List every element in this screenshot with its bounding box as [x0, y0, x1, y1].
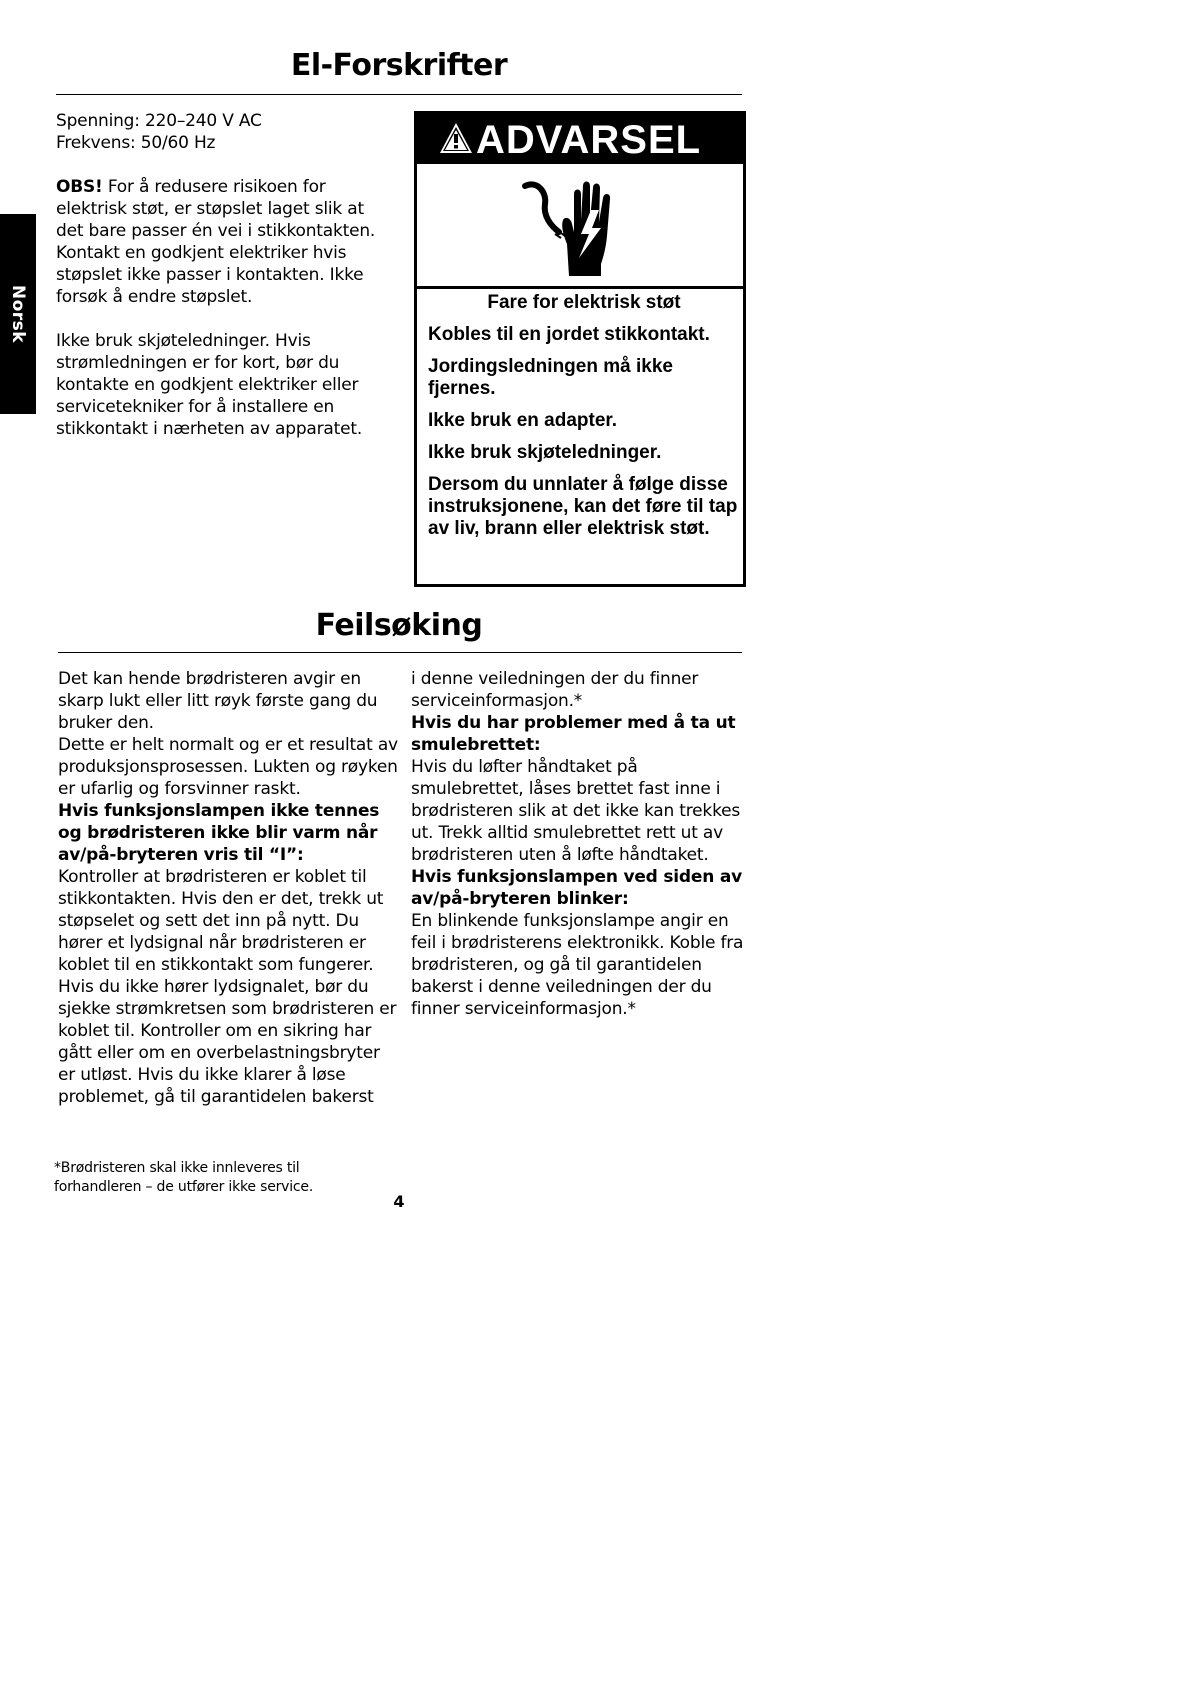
warning-box: [414, 111, 746, 587]
frequency-line: Frekvens: 50/60 Hz: [56, 133, 216, 153]
warning-title: ADVARSEL: [476, 118, 702, 162]
warning-line: Dersom du unnlater å følge disse instruksjonene, kan det føre til tap av liv, brann eller elektrisk støt.: [428, 474, 738, 539]
q1-text-continued: i denne veiledningen der du finner serviceinformasjon.*: [411, 669, 699, 711]
q2-text: Hvis du løfter håndtaket på smulebrettet, låses brettet fast inne i brødristeren slik at det ikke kan trekkes ut. Trekk alltid smulebrettet rett ut av brødristeren uten å løfte håndtaket.: [411, 757, 741, 865]
warning-line: Ikke bruk skjøteledninger.: [428, 442, 662, 463]
obs-paragraph: [56, 176, 396, 308]
extension-paragraph: Ikke bruk skjøteledninger. Hvis strømledningen er for kort, bør du kontakte en godkjent elektriker eller servicetekniker for å installere en stikkontakt i nærheten av apparatet.: [56, 331, 363, 439]
language-tab-label: Norsk: [8, 284, 28, 344]
electrical-section-title: El-Forskrifter: [290, 48, 508, 83]
warning-header: [417, 114, 743, 164]
warning-hazard: Fare for elektrisk støt: [487, 292, 681, 313]
title-rule: [56, 94, 742, 95]
warning-line: Jordingsledningen må ikke fjernes.: [428, 356, 673, 399]
language-tab: [0, 214, 36, 414]
warning-triangle-icon: [438, 121, 474, 155]
q1-heading: Hvis funksjonslampen ikke tennes og brødristeren ikke blir varm når av/på-bryteren vris til “I”:: [58, 801, 380, 865]
warning-line: Ikke bruk en adapter.: [428, 410, 618, 431]
q1-text: Kontroller at brødristeren er koblet til stikkontakten. Hvis den er det, trekk ut støpselet og sett det inn på nytt. Du hører et lydsignal når brødristeren er koblet til en stikkontakt som fungerer. Hvis du ikke hører lydsignalet, bør du sjekke strømkretsen som brødristeren er koblet til. Kontroller om en sikring har gått eller om en overbelastningsbryter er utløst. Hvis du ikke klarer å løse problemet, gå til garantidelen bakerst: [58, 867, 397, 1107]
electric-shock-hand-icon: [517, 174, 627, 279]
troubleshooting-column-left: [58, 668, 398, 1108]
obs-label: OBS!: [56, 177, 103, 197]
electrical-text: [56, 110, 396, 440]
q2-heading: Hvis du har problemer med å ta ut smulebrettet:: [411, 713, 736, 755]
footnote: *Brødristeren skal ikke innleveres til forhandleren – de utfører ikke service.: [54, 1160, 314, 1195]
page-number: 4: [393, 1192, 405, 1211]
warning-body: [428, 292, 740, 550]
warning-pictogram: [417, 164, 743, 289]
obs-text: For å redusere risikoen for elektrisk støt, er støpslet laget slik at det bare passer én vei i stikkontakten. Kontakt en godkjent elektriker hvis støpslet ikke passer i kontakten. Ikke forsøk å endre støpslet.: [56, 177, 376, 307]
warning-line: Kobles til en jordet stikkontakt.: [428, 324, 710, 345]
intro-paragraph-2: Dette er helt normalt og er et resultat av produksjonsprosessen. Lukten og røyken er ufarlig og forsvinner raskt.: [58, 735, 398, 799]
q3-text: En blinkende funksjonslampe angir en feil i brødristerens elektronikk. Koble fra brødristeren, og gå til garantidelen bakerst i denne veiledningen der du finner serviceinformasjon.*: [411, 911, 744, 1019]
voltage-line: Spenning: 220–240 V AC: [56, 111, 262, 131]
troubleshooting-column-right: [411, 668, 747, 1020]
q3-heading: Hvis funksjonslampen ved siden av av/på-bryteren blinker:: [411, 867, 742, 909]
troubleshooting-title: Feilsøking: [315, 608, 483, 643]
troubleshooting-rule: [58, 652, 742, 653]
intro-paragraph: Det kan hende brødristeren avgir en skarp lukt eller litt røyk første gang du bruker den.: [58, 669, 378, 733]
